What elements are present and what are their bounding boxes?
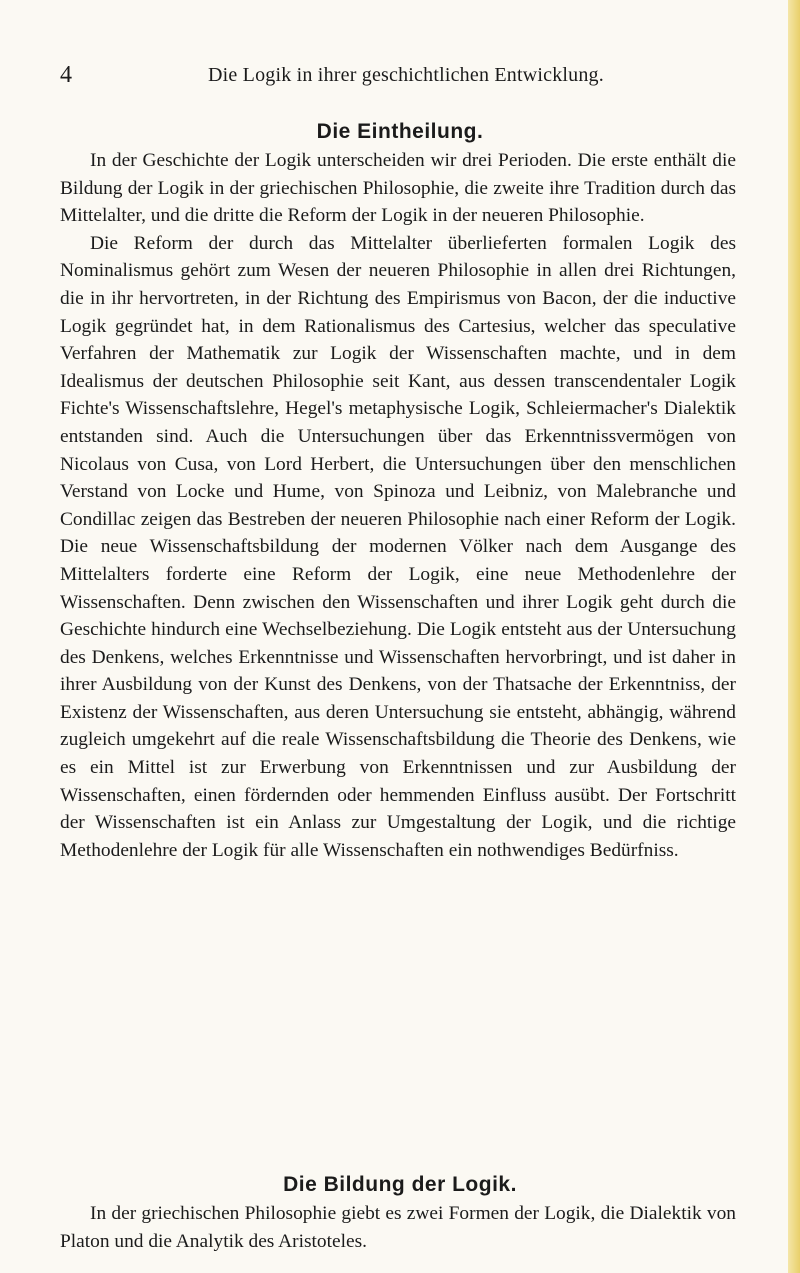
page-header [60,62,760,92]
page-number: 4 [60,62,72,88]
section-heading-bildung: Die Bildung der Logik. [283,1173,517,1196]
section-body-bildung [60,1200,736,1255]
paragraph: In der Geschichte der Logik unterscheiden wir drei Perioden. Die erste enthält die Bildung der Logik in der griechischen Philosophie, die zweite ihre Tradition durch das Mittelalter, und die dritte die Reform der Logik in der neueren Philosophie. [60,150,736,227]
page-edge [788,0,800,1273]
paragraph: Die Reform der durch das Mittelalter überlieferten formalen Logik des Nominalismus gehört zum Wesen der neueren Philosophie in allen drei Richtungen, die in ihr hervortreten, in der Richtung des Empirismus von Bacon, der die inductive Logik gegründet hat, in dem Rationalismus des Cartesius, welcher das speculative Verfahren der Mathematik zur Logik der Wissenschaften machte, und in dem Idealismus der deutschen Philosophie seit Kant, aus dessen transcendentaler Logik Fichte's Wissenschaftslehre, Hegel's metaphysische Logik, Schleiermacher's Dialektik entstanden sind. Auch die Untersuchungen über das Erkenntnissvermögen von Nicolaus von Cusa, von Lord Herbert, die Untersuchungen über den menschlichen Verstand von Locke und Hume, von Spinoza und Leibniz, von Malebranche und Condillac zeigen das Bestreben der neueren Philosophie nach einer Reform der Logik. Die neue Wissenschaftsbildung der modernen Völker nach dem Ausgange des Mittelalters forderte eine Reform der Logik, eine neue Methodenlehre der Wissenschaften. Denn zwischen den Wissenschaften und ihrer Logik geht durch die Geschichte hindurch eine Wechselbeziehung. Die Logik entsteht aus der Untersuchung des Denkens, welches Erkenntnisse und Wissenschaften hervorbringt, und ist daher in ihrer Ausbildung von der Kunst des Denkens, von der Thatsache der Erkenntniss, der Existenz der Wissenschaften, aus deren Untersuchung sie entsteht, abhängig, während zugleich umgekehrt auf die reale Wissenschaftsbildung die Theorie des Denkens, wie es ein Mittel ist zur Erwerbung von Erkenntnissen und zur Ausbildung der Wissenschaften, einen fördernden oder hemmenden Einfluss ausübt. Der Fortschritt der Wissenschaften ist ein Anlass zur Umgestaltung der Logik, und die richtige Methodenlehre der Logik für alle Wissenschaften ein nothwendiges Bedürfniss. [60,232,736,861]
running-title: Die Logik in ihrer geschichtlichen Entwicklung. [208,64,604,86]
paragraph: In der griechischen Philosophie giebt es zwei Formen der Logik, die Dialektik von Platon und die Analytik des Aristoteles. [60,1203,736,1252]
section-body-eintheilung [60,147,736,864]
section-heading-eintheilung: Die Eintheilung. [316,120,484,143]
